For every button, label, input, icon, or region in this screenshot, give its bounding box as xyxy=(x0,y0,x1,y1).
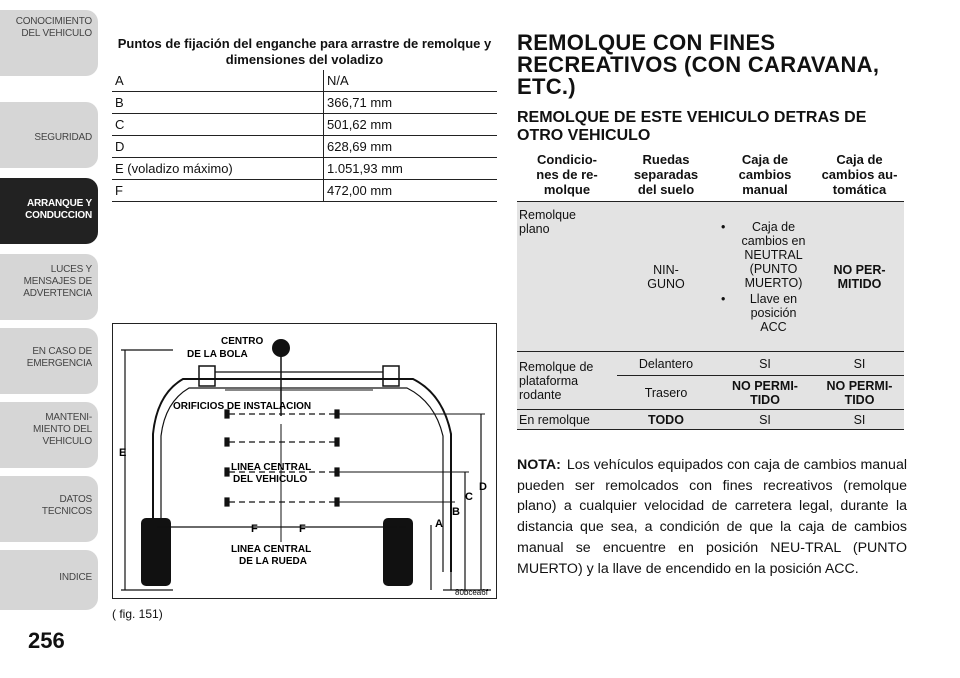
row-label: E (voladizo máximo) xyxy=(112,158,324,180)
table-row xyxy=(517,352,904,376)
label-b: B xyxy=(452,506,460,518)
col-header-ruedas: Ruedas separadas del suelo xyxy=(617,152,715,202)
page-number: 256 xyxy=(28,628,65,653)
col-header-condiciones: Condicio- nes de re- molque xyxy=(517,152,617,202)
row-label: D xyxy=(112,136,324,158)
row-value: N/A xyxy=(324,70,498,92)
tab-arranque-y-conduccion[interactable] xyxy=(0,178,98,244)
label-e: E xyxy=(119,447,127,459)
bumper-bracket-left xyxy=(199,366,215,386)
tow-ball xyxy=(272,339,290,357)
auto-delantero: SI xyxy=(815,352,904,376)
row-label: A xyxy=(112,70,324,92)
tab-seguridad[interactable] xyxy=(0,102,98,168)
hitch-diagram xyxy=(112,323,497,599)
ruedas-plano: NIN- GUNO xyxy=(617,202,715,352)
row-label: F xyxy=(112,180,324,202)
manual-trasero: NO PERMI- TIDO xyxy=(715,376,815,410)
tab-conocimiento-del-vehiculo[interactable] xyxy=(0,10,98,76)
tab-label: INDICE xyxy=(59,572,92,583)
bumper-bracket-right xyxy=(383,366,399,386)
figure-caption: ( fig. 151) xyxy=(112,607,163,621)
tab-datos-tecnicos[interactable] xyxy=(0,476,98,542)
tab-label: SEGURIDAD xyxy=(34,132,92,143)
ruedas-todo: TODO xyxy=(617,410,715,430)
label-d: D xyxy=(479,481,487,493)
label-f2: F xyxy=(299,523,306,535)
row-value: 1.051,93 mm xyxy=(324,158,498,180)
row-value: 366,71 mm xyxy=(324,92,498,114)
manual-delantero: SI xyxy=(715,352,815,376)
tab-label: EN CASO DE EMERGENCIA xyxy=(26,346,92,369)
note-text: Los vehículos equipados con caja de cambios manual pueden ser remolcados con fines recreativos (remolque plano) a cualquier velocidad de carretera legal, durante la distancia que sea, a condición de que la caja de cambios manual se encuentre en posición NEU-TRAL (PUNTO MUERTO) y la llave de encendido en la posición ACC. xyxy=(517,457,907,577)
tab-label: ARRANQUE Y CONDUCCION xyxy=(25,198,92,221)
row-value: 472,00 mm xyxy=(324,180,498,202)
tab-label: MANTENI- MIENTO DEL VEHICULO xyxy=(33,412,92,447)
table-row xyxy=(517,202,904,352)
col-header-manual: Caja de cambios manual xyxy=(715,152,815,202)
tab-en-caso-de-emergencia[interactable] xyxy=(0,328,98,394)
label-c: C xyxy=(465,491,473,503)
figure-code: 80bcea6f xyxy=(455,588,488,597)
table-row xyxy=(517,410,904,430)
auto-plano: NO PER- MITIDO xyxy=(815,202,904,352)
label-a: A xyxy=(435,518,443,530)
auto-trasero: NO PERMI- TIDO xyxy=(815,376,904,410)
col-header-automatica: Caja de cambios au- tomática xyxy=(815,152,904,202)
manual-en-remolque: SI xyxy=(715,410,815,430)
tab-label: CONOCIMIENTO DEL VEHICULO xyxy=(15,16,92,39)
label-linea-rueda-2: DE LA RUEDA xyxy=(239,556,307,567)
tab-label: DATOS TECNICOS xyxy=(41,494,92,517)
row-value: 628,69 mm xyxy=(324,136,498,158)
row-label: B xyxy=(112,92,324,114)
table-row xyxy=(112,70,497,92)
table-row xyxy=(112,114,497,136)
row-label: C xyxy=(112,114,324,136)
ruedas-delantero: Delantero xyxy=(617,352,715,376)
cond-plano: Remolque plano xyxy=(517,202,617,352)
table-title: Puntos de fijación del enganche para arrastre de remolque y dimensiones del voladizo xyxy=(117,36,492,67)
tab-indice[interactable] xyxy=(0,550,98,610)
label-centro-1: CENTRO xyxy=(221,336,264,347)
hitch-dimensions-table xyxy=(112,34,497,202)
note-paragraph xyxy=(517,455,907,579)
note-label: NOTA: xyxy=(517,457,561,473)
table-row xyxy=(112,180,497,202)
cond-plataforma: Remolque de plataforma rodante xyxy=(517,352,617,410)
towing-conditions-table xyxy=(517,152,904,430)
vehicle-rear-diagram xyxy=(113,324,496,598)
label-linea-vehiculo-1: LINEA CENTRAL xyxy=(231,462,312,473)
tab-mantenimiento[interactable] xyxy=(0,402,98,468)
table-row xyxy=(112,158,497,180)
manual-plano xyxy=(715,202,815,352)
auto-en-remolque: SI xyxy=(815,410,904,430)
label-orificios: ORIFICIOS DE INSTALACION xyxy=(173,401,312,412)
bullet-acc: • Llave en posición ACC xyxy=(719,292,814,334)
section-subheading: REMOLQUE DE ESTE VEHICULO DETRAS DE OTRO VEHICULO xyxy=(517,109,867,144)
mounting-holes xyxy=(225,410,339,506)
ruedas-trasero: Trasero xyxy=(617,376,715,410)
cond-en-remolque: En remolque xyxy=(517,410,617,430)
section-heading: REMOLQUE CON FINES RECREATIVOS (CON CARAVANA, ETC.) xyxy=(517,30,880,99)
label-f1: F xyxy=(251,523,258,535)
table-row xyxy=(112,92,497,114)
label-linea-vehiculo-2: DEL VEHICULO xyxy=(233,474,308,485)
table-row xyxy=(112,136,497,158)
row-value: 501,62 mm xyxy=(324,114,498,136)
label-linea-rueda-1: LINEA CENTRAL xyxy=(231,544,312,555)
tab-luces-y-mensajes[interactable] xyxy=(0,254,98,320)
tab-label: LUCES Y MENSAJES DE ADVERTENCIA xyxy=(23,264,92,299)
label-centro-2: DE LA BOLA xyxy=(187,349,248,360)
bullet-neutral: • Caja de cambios en NEUTRAL (PUNTO MUERTO) xyxy=(719,220,814,290)
